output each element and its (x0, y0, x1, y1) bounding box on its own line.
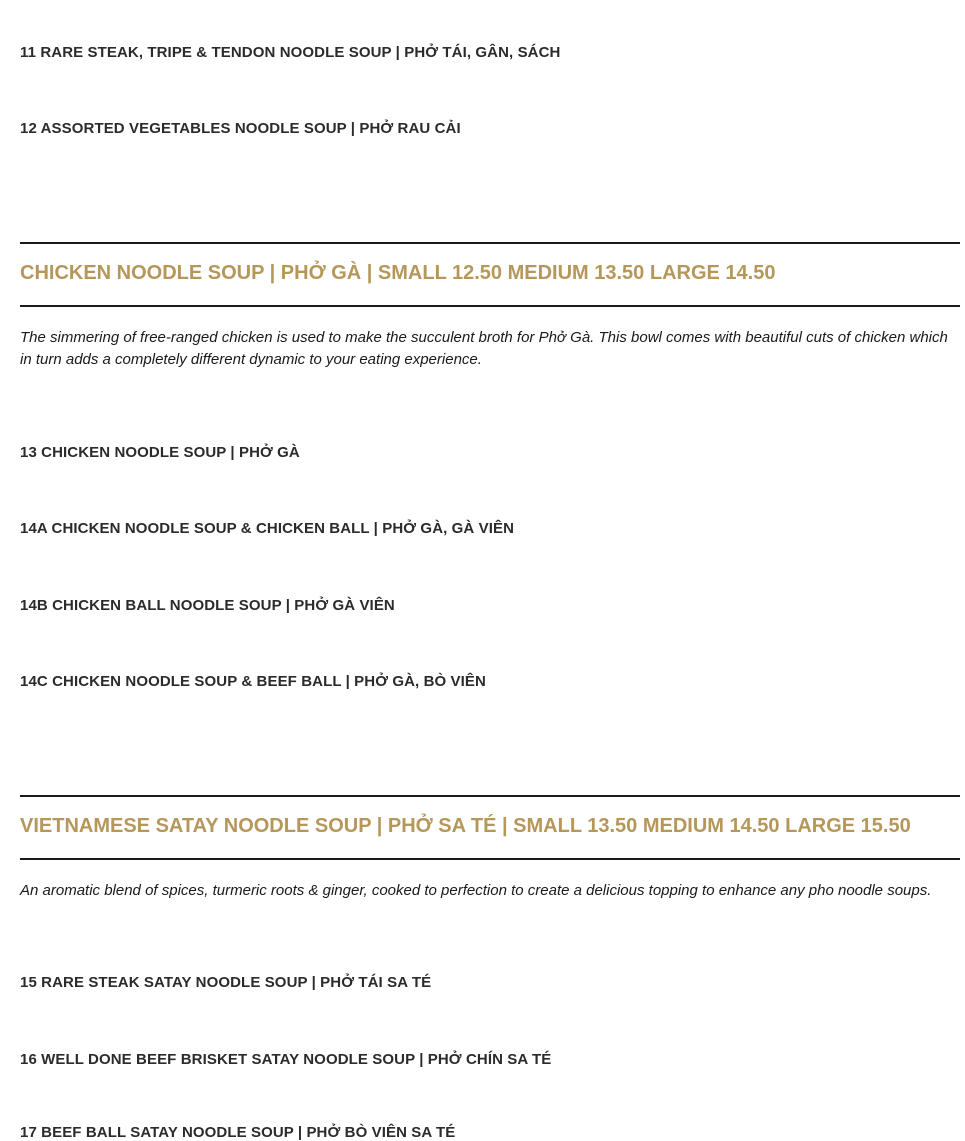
menu-item-15: 15 RARE STEAK SATAY NOODLE SOUP | PHỞ TÁI SA TÉ (20, 974, 432, 991)
section-title-satay: VIETNAMESE SATAY NOODLE SOUP | PHỞ SA TÉ | SMALL 13.50 MEDIUM 14.50 LARGE 15.50 (20, 815, 911, 837)
menu-item-17: 17 BEEF BALL SATAY NOODLE SOUP | PHỞ BÒ VIÊN SA TÉ (20, 1124, 456, 1141)
menu-item-16: 16 WELL DONE BEEF BRISKET SATAY NOODLE SOUP | PHỞ CHÍN SA TÉ (20, 1051, 552, 1068)
section-divider-top (20, 242, 960, 244)
section-divider-bottom (20, 305, 960, 307)
menu-item-14a: 14A CHICKEN NOODLE SOUP & CHICKEN BALL | PHỞ GÀ, GÀ VIÊN (20, 520, 515, 537)
section-divider-top (20, 795, 960, 797)
menu-item-11: 11 RARE STEAK, TRIPE & TENDON NOODLE SOUP | PHỞ TÁI, GÂN, SÁCH (20, 44, 561, 61)
menu-item-12: 12 ASSORTED VEGETABLES NOODLE SOUP | PHỞ RAU CẢI (20, 120, 461, 137)
menu-item-13: 13 CHICKEN NOODLE SOUP | PHỞ GÀ (20, 444, 300, 461)
section-description-satay: An aromatic blend of spices, turmeric roots & ginger, cooked to perfection to create a delicious topping to enhance any pho noodle soups. (20, 882, 932, 899)
section-divider-bottom (20, 858, 960, 860)
menu-item-14b: 14B CHICKEN BALL NOODLE SOUP | PHỞ GÀ VIÊN (20, 597, 395, 614)
section-description-chicken: The simmering of free-ranged chicken is used to make the succulent broth for Phở Gà. This bowl comes with beautiful cuts of chicken which in turn adds a completely different dynamic to your eating experience. (20, 329, 948, 368)
section-title-chicken: CHICKEN NOODLE SOUP | PHỞ GÀ | SMALL 12.50 MEDIUM 13.50 LARGE 14.50 (20, 262, 776, 284)
menu-item-14c: 14C CHICKEN NOODLE SOUP & BEEF BALL | PHỞ GÀ, BÒ VIÊN (20, 673, 486, 690)
